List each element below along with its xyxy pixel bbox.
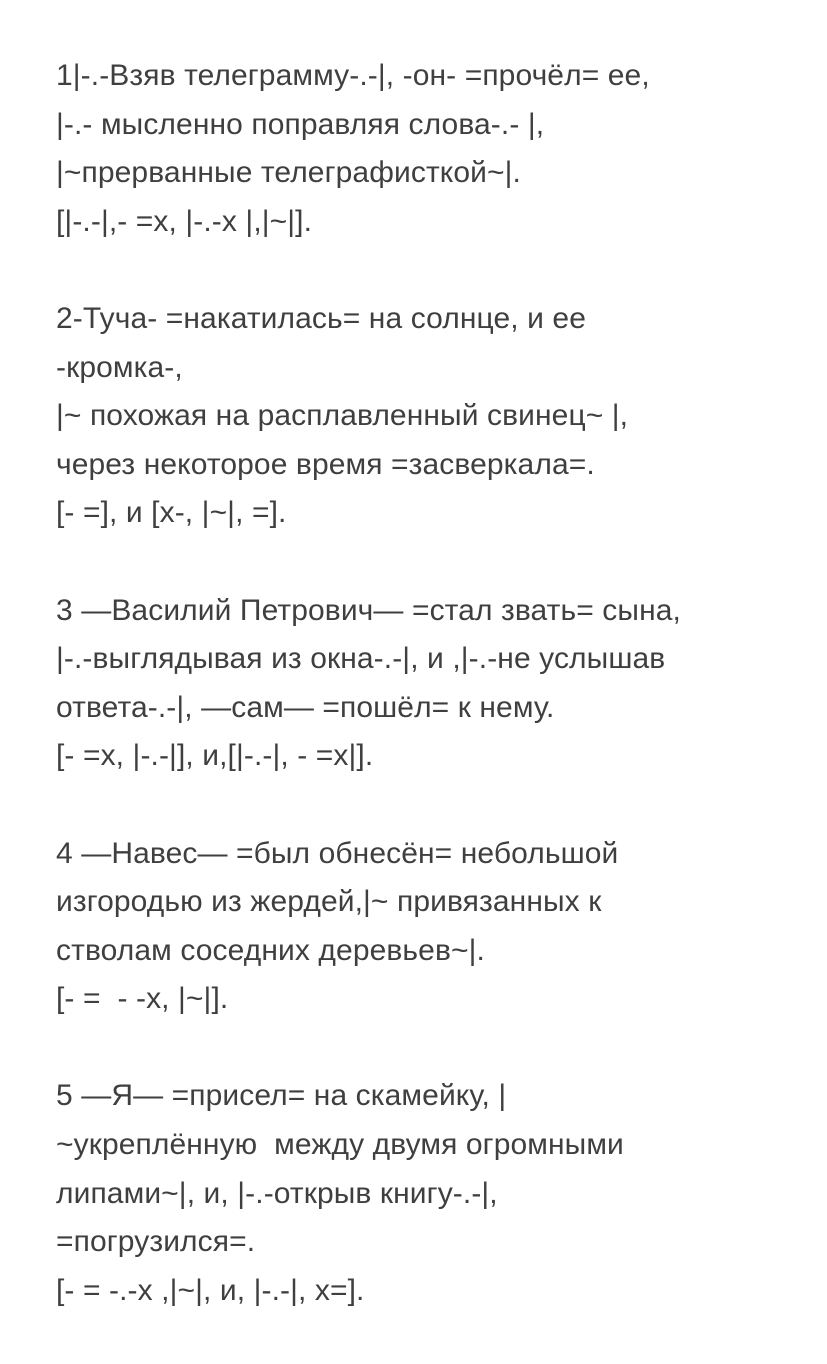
text-line: ~укреплённую между двумя огромными: [56, 1128, 624, 1162]
sentence-3: [56, 587, 816, 781]
sentence-4: [56, 830, 816, 1024]
text-line: через некоторое время =засверкала=.: [56, 447, 595, 481]
text-line: липами~|, и, |-.-открыв книгу-.-|,: [56, 1176, 498, 1210]
sentence-2: [56, 295, 816, 538]
text-line: =погрузился=.: [56, 1225, 256, 1259]
text-line: 1|-.-Взяв телеграмму-.-|, -он- =прочёл= ее,: [56, 59, 650, 92]
text-line: |~прерванные телеграфисткой~|.: [56, 156, 521, 190]
text-line: 5 —Я— =присел= на скамейку, |: [56, 1079, 507, 1113]
text-line: стволам соседних деревьев~|.: [56, 933, 485, 967]
text-line: 4 —Навес— =был обнесён= небольшой: [56, 836, 619, 870]
text-line: -кромка-,: [56, 350, 183, 384]
text-line: 3 —Василий Петрович— =стал звать= сына,: [56, 593, 681, 627]
scheme-line: [- = -.-x ,|~|, и, |-.-|, x=].: [56, 1273, 365, 1307]
document-body: [56, 52, 816, 1364]
scheme-line: [- =], и [x-, |~|, =].: [56, 496, 287, 530]
text-line: |-.-выглядывая из окна-.-|, и ,|-.-не услышав: [56, 642, 666, 676]
text-line: |-.- мысленно поправляя слова-.- |,: [56, 107, 545, 141]
scheme-line: [- =x, |-.-|], и,[|-.-|, - =x|].: [56, 739, 374, 773]
text-line: |~ похожая на расплавленный свинец~ |,: [56, 399, 629, 433]
text-line: ответа-.-|, —сам— =пошёл= к нему.: [56, 690, 555, 724]
sentence-1: [56, 52, 816, 246]
text-line: изгородью из жердей,|~ привязанных к: [56, 885, 602, 919]
sentence-5: [56, 1072, 816, 1315]
scheme-line: [|-.-|,- =x, |-.-x |,|~|].: [56, 204, 313, 238]
scheme-line: [- = - -x, |~|].: [56, 982, 229, 1016]
text-line: 2-Туча- =накатилась= на солнце, и ее: [56, 301, 586, 335]
